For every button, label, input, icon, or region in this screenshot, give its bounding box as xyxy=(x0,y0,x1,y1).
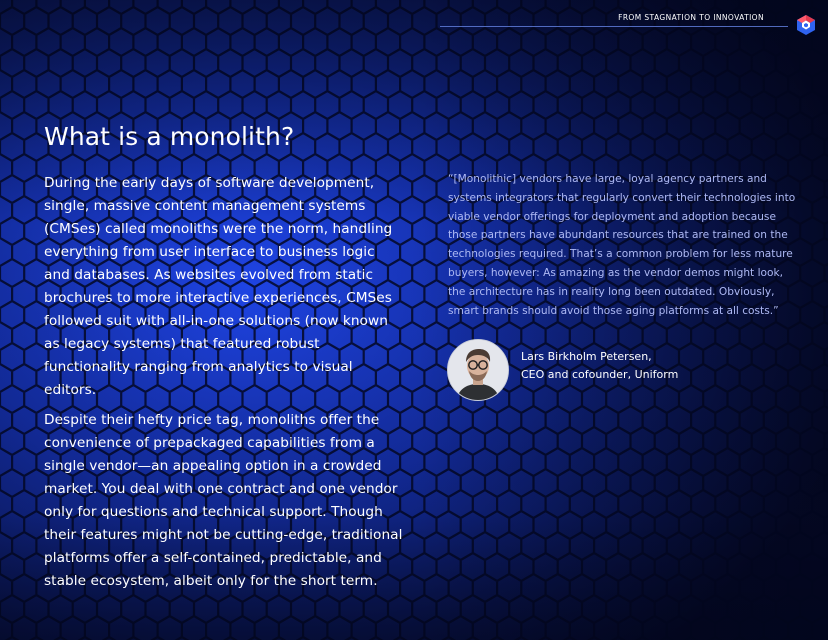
author-name: Lars Birkholm Petersen, xyxy=(521,350,652,363)
article-paragraph: Despite their hefty price tag, monoliths offer the convenience of prepackaged capabilities from a single vendor—an appealing option in a crowded market. You deal with one contract and one vendor only for questions and technical support. Though their features might not be cutting-edge, traditional platforms offer a self-contained, predictable, and stable ecosystem, albeit only for the short term. xyxy=(44,412,403,589)
section-label: FROM STAGNATION TO INNOVATION xyxy=(618,13,764,22)
pull-quote: “[Monolithic] vendors have large, loyal agency partners and systems integrators that regularly convert their technologies into viable vendor offerings for deployment and adoption because those partners have abundant resources that are trained on the technologies required. That’s a common problem for less mature buyers, however: As amazing as the vendor demos might look, the architecture has in reality long been outdated. Obviously, smart brands should avoid those aging platforms at all costs.” xyxy=(448,173,796,317)
header-divider xyxy=(440,26,788,27)
author-avatar xyxy=(447,339,509,401)
uniform-logo-icon xyxy=(796,14,816,36)
author-title: CEO and cofounder, Uniform xyxy=(521,368,679,381)
quote-attribution xyxy=(521,348,678,384)
article-body xyxy=(44,172,404,600)
article-paragraph: During the early days of software development, single, massive content management systems (CMSes) called monoliths were the norm, handling everything from user interface to business logic and databases. As websites evolved from static brochures to more interactive experiences, CMSes followed suit with all-in-one solutions (now known as legacy systems) that featured robust functionality ranging from analytics to visual editors. xyxy=(44,175,393,398)
page-title: What is a monolith? xyxy=(44,122,295,151)
author-portrait-icon xyxy=(448,340,508,400)
